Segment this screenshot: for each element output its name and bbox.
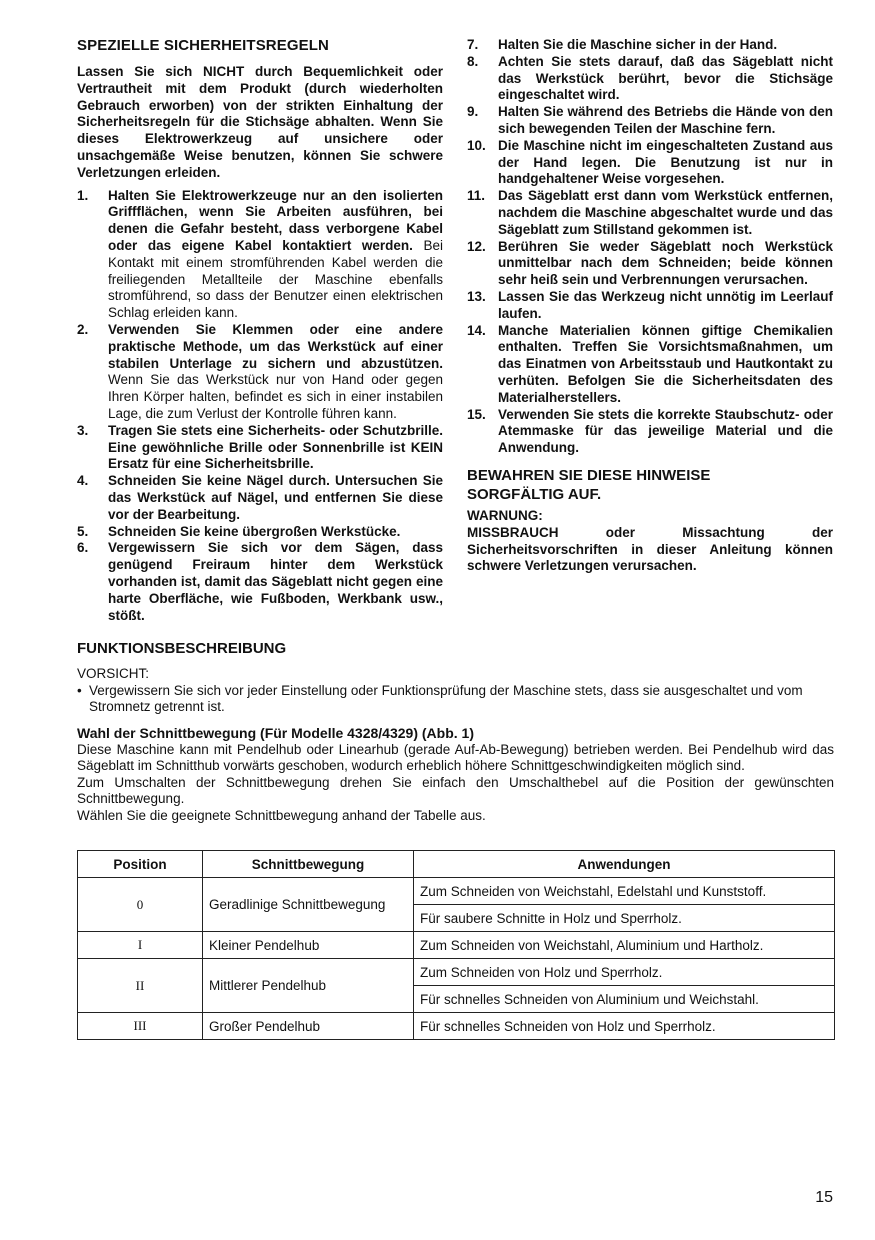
item-bold-text: Vergewissern Sie sich vor dem Sägen, dass genügend Freiraum hinter dem Werkstück vorhanden ist, damit das Sägeblatt nicht gegen eine harte Oberfläche, wie Fußboden, Werkbank usw., stößt. [108, 540, 443, 623]
cutting-action-subheading: Wahl der Schnittbewegung (Für Modelle 4328/4329) (Abb. 1) [77, 724, 474, 741]
warning-label: WARNUNG: [467, 507, 543, 523]
cell-position: II [78, 959, 203, 1013]
item-bold-text: Halten Sie die Maschine sicher in der Hand. [498, 37, 778, 52]
table-row [78, 1013, 835, 1040]
item-bold-text: Schneiden Sie keine Nägel durch. Untersuchen Sie das Werkstück auf Nägel, und entfernen Sie diese vor der Bearbeitung. [108, 473, 443, 522]
item-bold-text: Halten Sie Elektrowerkzeuge nur an den isolierten Griffflächen, wenn Sie Arbeiten ausführen, bei denen die Gefahr besteht, dass verborgene Kabel oder das eigene Kabel kontaktiert werden. [108, 187, 443, 253]
item-bold-text: Das Sägeblatt erst dann vom Werkstück entfernen, nachdem die Maschine abgeschaltet wurde und das Sägeblatt zum Stillstand gekommen ist. [498, 188, 833, 237]
item-bold-text: Berühren Sie weder Sägeblatt noch Werkstück unmittelbar nach dem Schneiden; beide können sehr heiß sein und Verbrennungen verursachen. [498, 238, 833, 288]
safety-intro: Lassen Sie sich NICHT durch Bequemlichkeit oder Vertrautheit mit dem Produkt (durch wiederholten Gebrauch erworben) von der strikten Einhaltung der Sicherheitsregeln für die Stichsäge abhalten. Wenn Sie dieses Elektrowerkzeug auf unsichere oder unsachgemäße Weise benutzen, können Sie schwere Verletzungen erleiden. [77, 64, 443, 180]
item-number: 13. [467, 288, 486, 304]
item-number: 2. [77, 321, 89, 337]
page-number: 15 [815, 1189, 833, 1206]
list-item [77, 322, 443, 423]
item-number: 8. [467, 53, 479, 69]
list-item [77, 473, 443, 523]
keep-heading-line2: SORGFÄLTIG AUF. [467, 485, 602, 503]
item-number: 3. [77, 422, 89, 438]
item-bold-text: Verwenden Sie stets die korrekte Staubschutz- oder Atemmaske für das jeweilige Material und die Anwendung. [498, 406, 833, 456]
cell-position: I [78, 932, 203, 959]
caution-label: VORSICHT: [77, 666, 150, 681]
item-number: 10. [467, 137, 486, 153]
warning-text: MISSBRAUCH oder Missachtung der Sicherheitsvorschriften in dieser Anleitung können schwere Verletzungen verursachen. [467, 524, 833, 574]
cell-application: Für schnelles Schneiden von Aluminium und Weichstahl. [414, 986, 835, 1013]
cell-motion: Geradlinige Schnittbewegung [203, 878, 414, 932]
header-position: Position [78, 851, 203, 878]
paragraph: Diese Maschine kann mit Pendelhub oder Linearhub (gerade Auf-Ab-Bewegung) betrieben werden. Bei Pendelhub wird das Sägeblatt im Schnitthub vorwärts geschoben, wodurch erheblich höhere Schnittgeschwindigkeiten möglich sind. [77, 741, 834, 773]
cell-application: Zum Schneiden von Weichstahl, Aluminium und Hartholz. [414, 932, 835, 959]
item-number: 14. [467, 322, 486, 338]
item-number: 5. [77, 523, 89, 539]
list-item [77, 423, 443, 473]
cell-application: Für saubere Schnitte in Holz und Sperrholz. [414, 905, 835, 932]
right-column [467, 37, 833, 575]
item-bold-text: Lassen Sie das Werkzeug nicht unnötig im Leerlauf laufen. [498, 288, 833, 321]
item-number: 12. [467, 238, 486, 254]
keep-instructions-heading [467, 466, 833, 504]
item-number: 15. [467, 406, 486, 422]
table-row [78, 932, 835, 959]
list-item [467, 54, 833, 104]
table-row [78, 878, 835, 905]
cell-application: Zum Schneiden von Weichstahl, Edelstahl und Kunststoff. [414, 878, 835, 905]
cell-motion: Großer Pendelhub [203, 1013, 414, 1040]
list-item [467, 37, 833, 54]
item-bold-text: Tragen Sie stets eine Sicherheits- oder Schutzbrille. Eine gewöhnliche Brille oder Sonnenbrille ist KEIN Ersatz für eine Sicherheitsbrille. [108, 422, 443, 472]
header-applications: Anwendungen [414, 851, 835, 878]
cell-motion: Mittlerer Pendelhub [203, 959, 414, 1013]
list-item [467, 104, 833, 138]
list-item [77, 524, 443, 541]
cell-application: Zum Schneiden von Holz und Sperrholz. [414, 959, 835, 986]
item-number: 4. [77, 473, 89, 489]
item-bold-text: Schneiden Sie keine übergroßen Werkstücke. [108, 523, 401, 539]
item-bold-text: Manche Materialien können giftige Chemikalien enthalten. Treffen Sie Vorsichtsmaßnahmen, um das Einatmen von Arbeitsstaub und Hautkontakt zu verhüten. Befolgen Sie die Sicherheitsdaten des Materialherstellers. [498, 322, 833, 405]
item-number: 6. [77, 540, 89, 556]
cell-application: Für schnelles Schneiden von Holz und Sperrholz. [414, 1013, 835, 1040]
list-item [77, 540, 443, 624]
item-normal-text: Bei Kontakt mit einem stromführenden Kabel werden die freiliegenden Metallteile der Maschine ebenfalls stromführend, so dass der Benutzer einen elektrischen Schlag erleiden kann. [108, 237, 443, 321]
list-item [467, 188, 833, 238]
table-header-row [78, 851, 835, 878]
item-bold-text: Achten Sie stets darauf, daß das Sägeblatt nicht das Werkstück berührt, bevor die Stichsäge eingeschaltet wird. [498, 53, 833, 103]
item-number: 7. [467, 37, 479, 52]
item-bold-text: Verwenden Sie Klemmen oder eine andere praktische Methode, um das Werkstück auf einer stabilen Unterlage zu sichern und abzustützen. [108, 321, 443, 371]
list-item [467, 239, 833, 289]
item-normal-text: Wenn Sie das Werkstück nur von Hand oder gegen Ihren Körper halten, befindet es sich in einer instabilen Lage, die zum Verlust der Kontrolle führen kann. [108, 372, 443, 421]
paragraph: Zum Umschalten der Schnittbewegung drehen Sie einfach den Umschalthebel auf die Position der gewünschten Schnittbewegung. [77, 774, 834, 806]
left-column [77, 37, 443, 624]
list-item [467, 289, 833, 323]
caution-bullet [77, 683, 834, 716]
paragraph: Wählen Sie die geeignete Schnittbewegung anhand der Tabelle aus. [77, 807, 486, 823]
cell-motion: Kleiner Pendelhub [203, 932, 414, 959]
bullet-icon: • [77, 682, 82, 698]
function-heading: FUNKTIONSBESCHREIBUNG [77, 640, 287, 657]
list-item [467, 407, 833, 457]
item-number: 9. [467, 104, 479, 120]
cell-position: 0 [78, 878, 203, 932]
list-item [467, 323, 833, 407]
section-heading-safety: SPEZIELLE SICHERHEITSREGELN [77, 37, 329, 54]
header-motion: Schnittbewegung [203, 851, 414, 878]
item-number: 11. [467, 188, 486, 204]
item-bold-text: Halten Sie während des Betriebs die Hände von den sich bewegenden Teilen der Maschine fern. [498, 104, 833, 136]
safety-rules-list-right [467, 37, 833, 457]
caution-bullet-text: Vergewissern Sie sich vor jeder Einstellung oder Funktionsprüfung der Maschine stets, dass sie ausgeschaltet und vom Stromnetz getrennt ist. [89, 682, 803, 714]
list-item [77, 188, 443, 322]
list-item [467, 138, 833, 188]
item-number: 1. [77, 187, 89, 203]
cell-position: III [78, 1013, 203, 1040]
safety-rules-list-left [77, 188, 443, 625]
cutting-action-table [77, 850, 835, 1040]
keep-heading-line1: BEWAHREN SIE DIESE HINWEISE [467, 466, 711, 484]
item-bold-text: Die Maschine nicht im eingeschalteten Zustand aus der Hand legen. Die Benutzung ist nur in handgehaltener Weise vorgesehen. [498, 137, 833, 187]
function-description-section [77, 640, 834, 824]
table-row [78, 959, 835, 986]
